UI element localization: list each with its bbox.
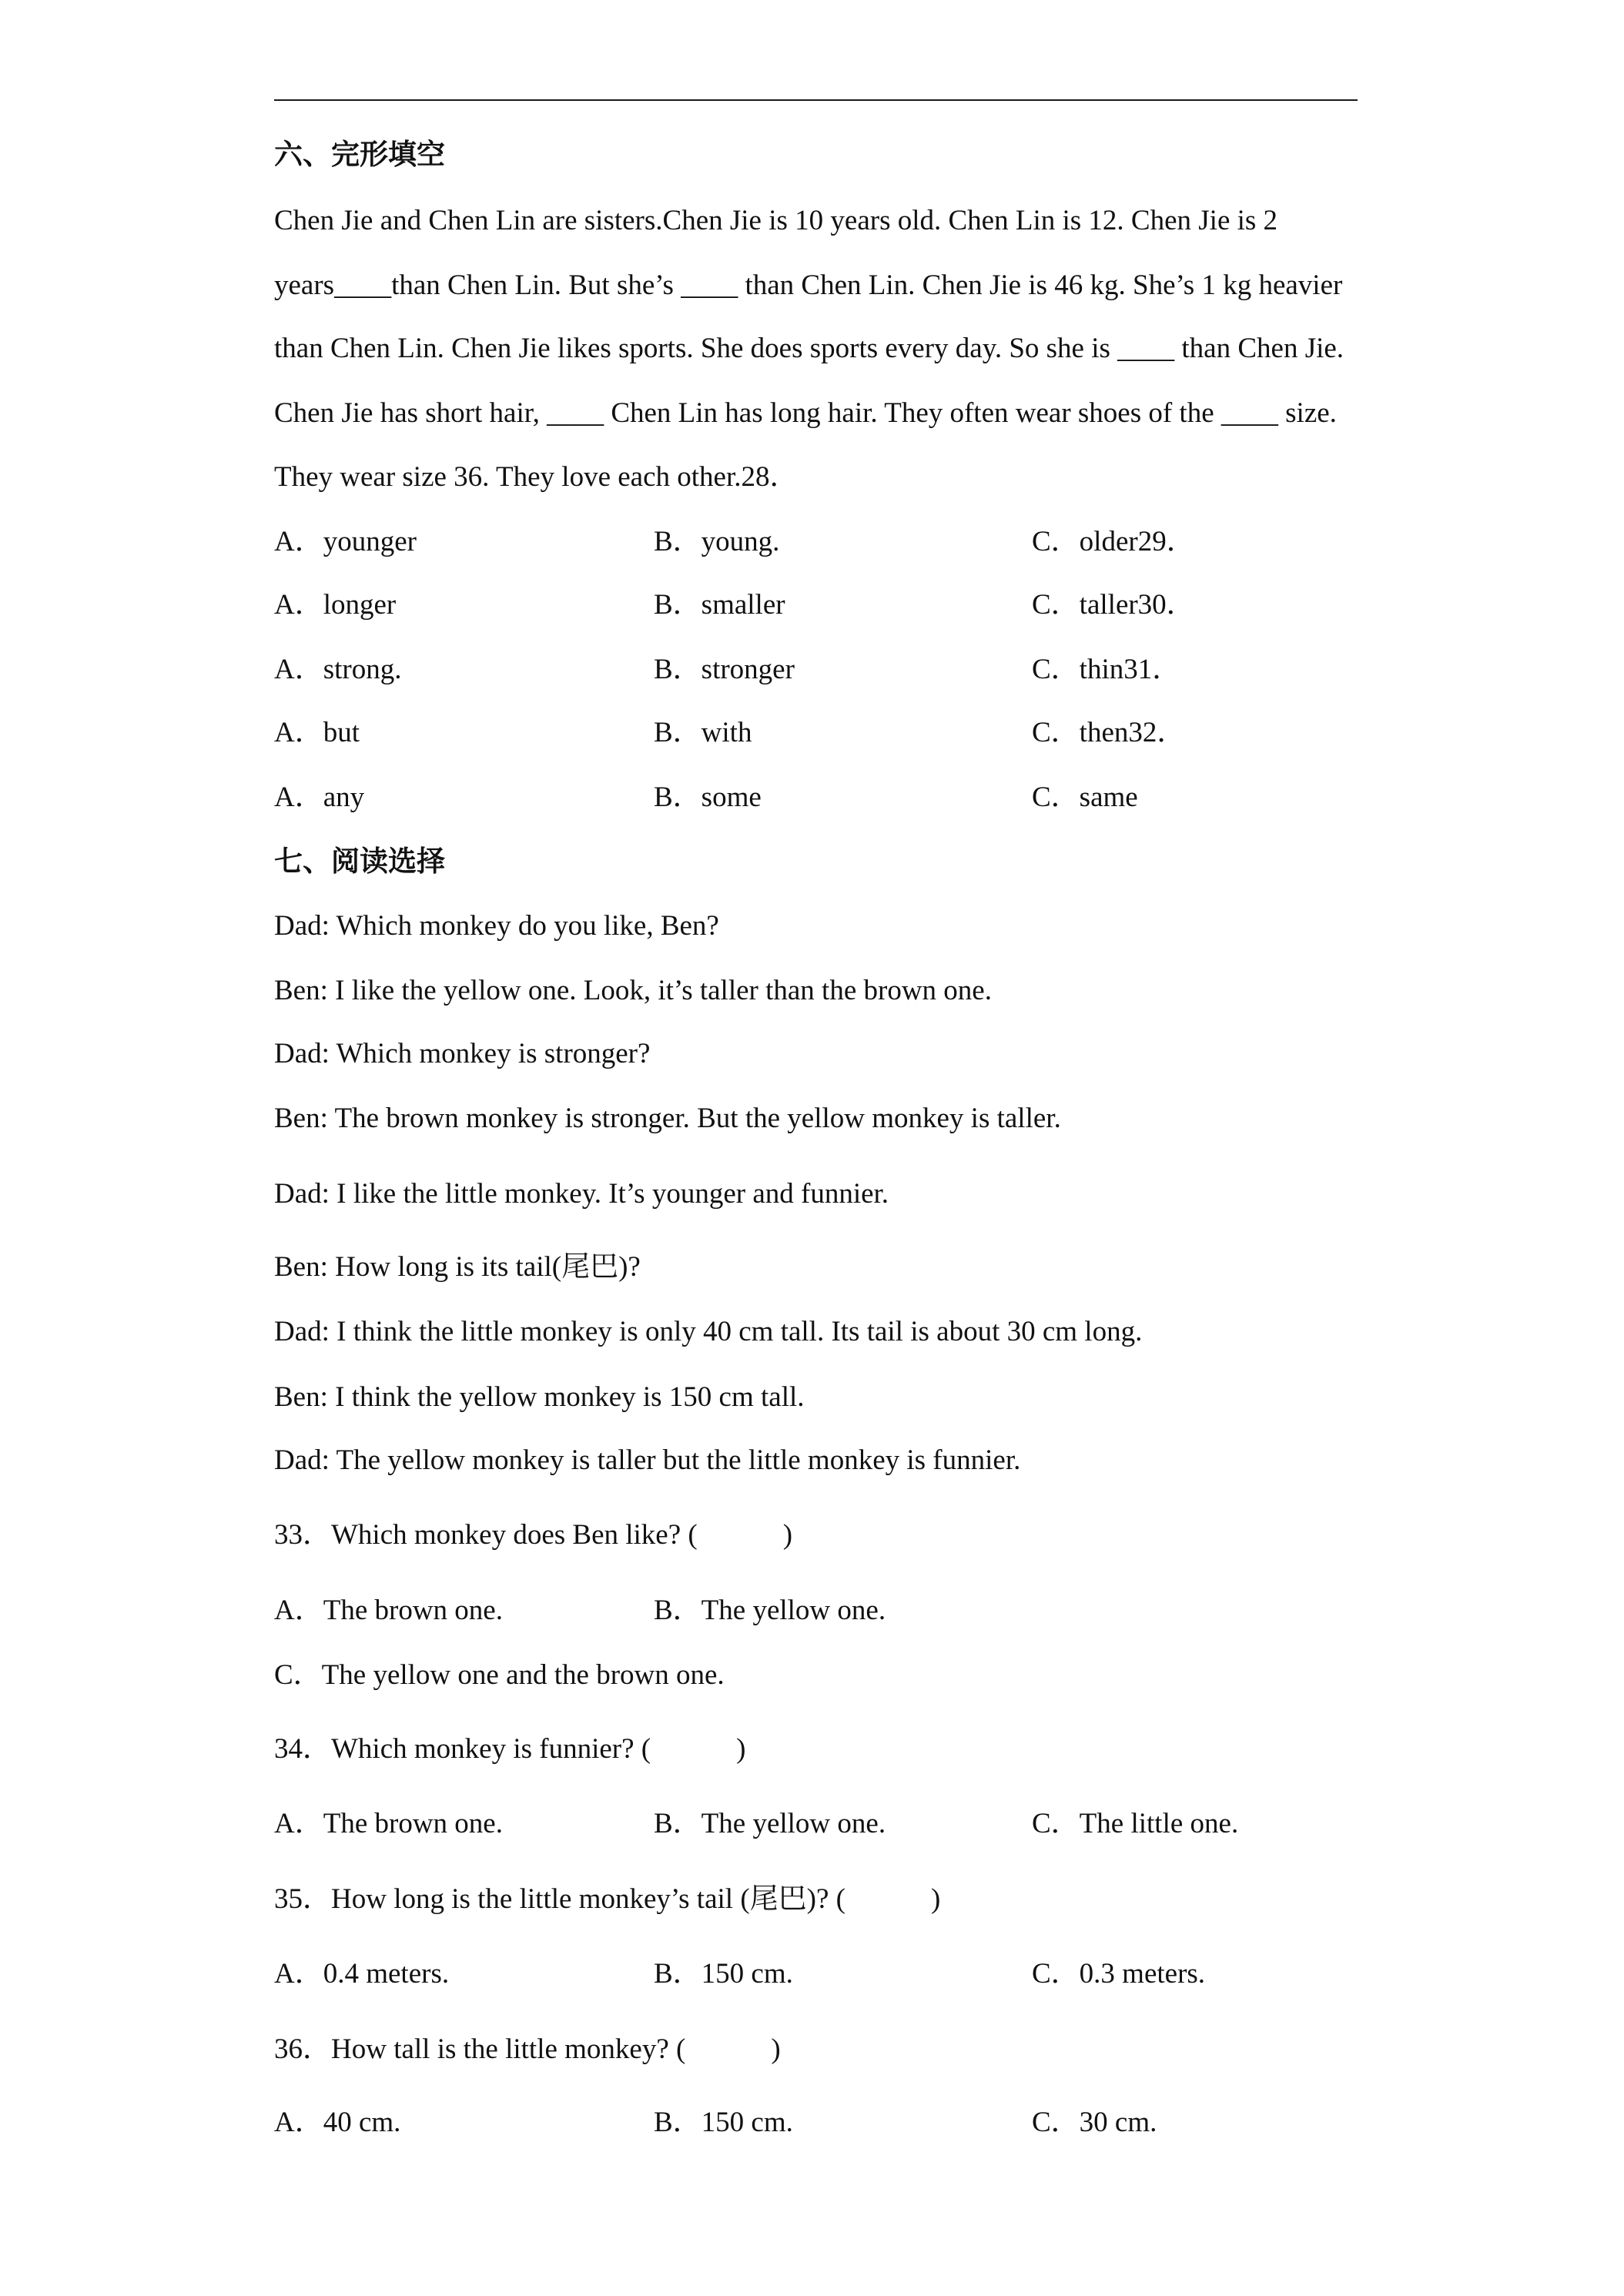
dialogue-line: Dad: I like the little monkey. It’s younger and funnier. xyxy=(274,1178,889,1210)
option-a: A．strong. xyxy=(274,654,402,685)
question-stem: 33．Which monkey does Ben like? ( ) xyxy=(274,1519,793,1551)
answer-option-a: A．The brown one. xyxy=(274,1808,503,1839)
cloze-option-row xyxy=(274,714,1358,752)
answer-option-a: A．The brown one. xyxy=(274,1595,503,1626)
question-stem: 36．How tall is the little monkey? ( ) xyxy=(274,2033,781,2065)
cloze-passage-line: years____than Chen Lin. But she’s ____ than Chen Lin. Chen Jie is 46 kg. She’s 1 kg heavier xyxy=(274,269,1343,301)
dialogue-line: Ben: The brown monkey is stronger. But the yellow monkey is taller. xyxy=(274,1103,1061,1134)
answer-option-a: A．0.4 meters. xyxy=(274,1958,450,1990)
answer-option-c: C．The yellow one and the brown one. xyxy=(274,1659,725,1691)
cloze-heading: 六、完形填空 xyxy=(274,139,445,170)
option-b: B．smaller xyxy=(654,589,785,621)
cloze-option-row xyxy=(274,586,1358,624)
option-b: B．stronger xyxy=(654,654,795,685)
answer-option-c: C．The little one. xyxy=(1032,1808,1239,1839)
cloze-passage-line: Chen Jie has short hair, ____ Chen Lin has long hair. They often wear shoes of the ____ size. xyxy=(274,397,1337,429)
option-b: B．some xyxy=(654,782,762,813)
dialogue-line: Ben: I like the yellow one. Look, it’s taller than the brown one. xyxy=(274,975,992,1006)
option-a: A．younger xyxy=(274,526,417,557)
option-a: A．longer xyxy=(274,589,397,621)
answer-option-b: B．150 cm. xyxy=(654,2107,793,2138)
dialogue-line: Dad: The yellow monkey is taller but the little monkey is funnier. xyxy=(274,1444,1021,1476)
answer-option-b: B．150 cm. xyxy=(654,1958,793,1990)
cloze-passage-line: than Chen Lin. Chen Jie likes sports. She does sports every day. So she is ____ than Chen Jie. xyxy=(274,333,1344,364)
answer-option-row xyxy=(274,1591,1358,1630)
answer-option-a: A．40 cm. xyxy=(274,2107,401,2138)
dialogue-line: Dad: Which monkey do you like, Ben? xyxy=(274,910,719,942)
dialogue-line: Ben: I think the yellow monkey is 150 cm tall. xyxy=(274,1381,805,1413)
answer-option-row xyxy=(274,1656,1358,1695)
header-rule xyxy=(274,99,1358,101)
option-a: A．but xyxy=(274,717,360,748)
answer-option-b: B．The yellow one. xyxy=(654,1595,886,1626)
cloze-option-row xyxy=(274,651,1358,689)
option-c: C．then32． xyxy=(1032,717,1186,748)
answer-option-b: B．The yellow one. xyxy=(654,1808,886,1839)
answer-option-row xyxy=(274,1955,1358,1993)
answer-option-c: C．0.3 meters. xyxy=(1032,1958,1206,1990)
cloze-passage-line: Chen Jie and Chen Lin are sisters.Chen Jie is 10 years old. Chen Lin is 12. Chen Jie is 2 xyxy=(274,205,1278,236)
option-b: B．with xyxy=(654,717,752,748)
answer-option-c: C．30 cm. xyxy=(1032,2107,1157,2138)
cloze-passage-line: They wear size 36. They love each other.28． xyxy=(274,461,799,493)
dialogue-line: Ben: How long is its tail(尾巴)? xyxy=(274,1251,641,1283)
option-b: B．young. xyxy=(654,526,780,557)
cloze-option-row xyxy=(274,523,1358,561)
option-c: C．older29． xyxy=(1032,526,1195,557)
question-stem: 35．How long is the little monkey’s tail (尾巴)? ( ) xyxy=(274,1883,941,1915)
reading-heading: 七、阅读选择 xyxy=(274,845,445,877)
dialogue-line: Dad: Which monkey is stronger? xyxy=(274,1038,651,1069)
option-c: C．same xyxy=(1032,782,1138,813)
answer-option-row xyxy=(274,2104,1358,2142)
option-c: C．taller30． xyxy=(1032,589,1195,621)
option-c: C．thin31． xyxy=(1032,654,1181,685)
answer-option-row xyxy=(274,1805,1358,1843)
cloze-option-row xyxy=(274,778,1358,817)
question-stem: 34．Which monkey is funnier? ( ) xyxy=(274,1733,746,1765)
dialogue-line: Dad: I think the little monkey is only 40 cm tall. Its tail is about 30 cm long. xyxy=(274,1316,1143,1347)
option-a: A．any xyxy=(274,782,365,813)
